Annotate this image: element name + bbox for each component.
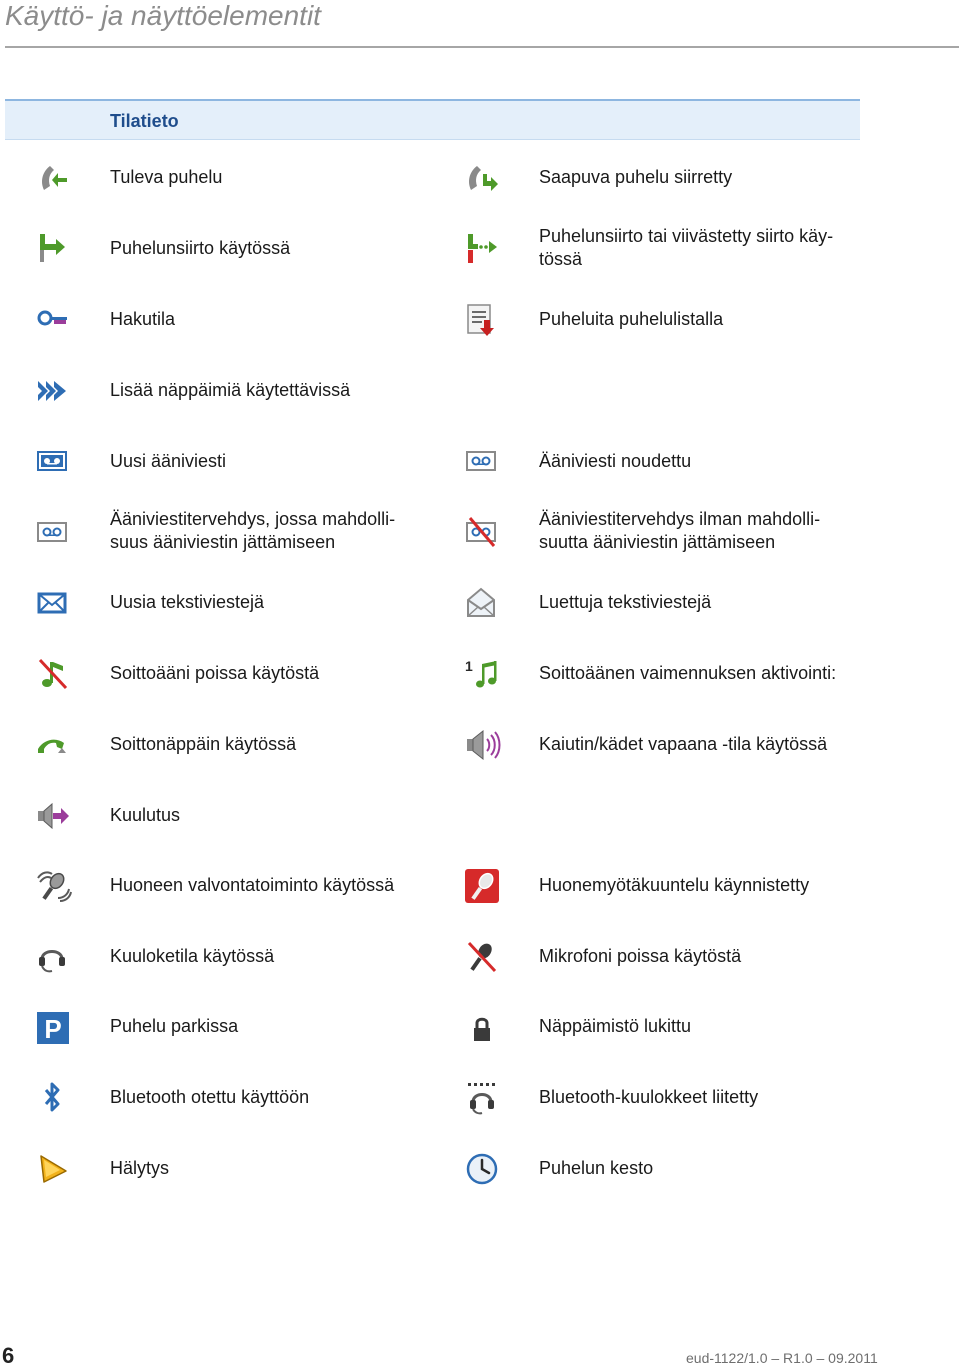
call-parked-icon bbox=[36, 1010, 72, 1046]
ringtone-mute-icon bbox=[465, 656, 501, 692]
more-keys-icon bbox=[36, 373, 72, 409]
read-sms-icon bbox=[465, 585, 501, 621]
title-rule bbox=[5, 46, 959, 48]
row-4-right-label: Ääniviesti noudettu bbox=[539, 451, 692, 471]
row-8-right-label: Kaiutin/kädet vapaana -tila käytössä bbox=[539, 734, 828, 754]
row-6-right-label: Luettuja tekstiviestejä bbox=[539, 592, 712, 612]
speaker-icon bbox=[465, 727, 501, 763]
row-14-left-label: Hälytys bbox=[110, 1158, 170, 1178]
page-title: Käyttö- ja näyttöelementit bbox=[5, 0, 321, 31]
row-11-left-label: Kuuloketila käytössä bbox=[110, 946, 275, 966]
delayed-forwarding-icon bbox=[465, 230, 501, 266]
keypad-locked-icon bbox=[465, 1010, 501, 1046]
row-12-left-label: Puhelu parkissa bbox=[110, 1016, 239, 1036]
call-list-icon bbox=[465, 302, 501, 338]
alarm-icon bbox=[36, 1151, 72, 1187]
row-12-right-label: Näppäimistö lukittu bbox=[539, 1016, 692, 1036]
table-header bbox=[5, 99, 860, 140]
row-8-left-label: Soittonäppäin käytössä bbox=[110, 734, 297, 754]
row-5-right-label: Ääniviestitervehdys ilman mahdolli- bbox=[539, 509, 821, 529]
row-1-left-label: Puhelunsiirto käytössä bbox=[110, 238, 291, 258]
page-number: 6 bbox=[2, 1343, 15, 1368]
row-14-right-label: Puhelun kesto bbox=[539, 1158, 654, 1178]
row-13-right-label: Bluetooth-kuulokkeet liitetty bbox=[539, 1087, 759, 1107]
row-6-left-label: Uusia tekstiviestejä bbox=[110, 592, 265, 612]
row-1-right-label-line2: tössä bbox=[539, 249, 583, 269]
call-forwarded-icon bbox=[465, 160, 501, 196]
park-letter: P bbox=[44, 1014, 62, 1044]
row-1-right-label: Puhelunsiirto tai viivästetty siirto käy- bbox=[539, 226, 834, 246]
row-9-left-label: Kuulutus bbox=[110, 805, 181, 825]
room-listening-icon bbox=[465, 868, 501, 904]
paging-icon bbox=[36, 302, 72, 338]
voicemail-retrieved-icon bbox=[465, 443, 501, 479]
new-sms-icon bbox=[36, 585, 72, 621]
row-13-left-label: Bluetooth otettu käyttöön bbox=[110, 1087, 310, 1107]
row-3-left-label: Lisää näppäimiä käytettävissä bbox=[110, 380, 351, 400]
row-7-right-label: Soittoäänen vaimennuksen aktivointi: bbox=[539, 663, 837, 683]
call-key-icon bbox=[36, 727, 72, 763]
row-11-right-label: Mikrofoni poissa käytöstä bbox=[539, 946, 742, 966]
row-5-right-label-line2: suutta ääniviestin jättämiseen bbox=[539, 532, 776, 552]
table-header-label: Tilatieto bbox=[110, 111, 179, 131]
bluetooth-headset-icon bbox=[465, 1080, 501, 1116]
row-10-right-label: Huonemyötäkuuntelu käynnistetty bbox=[539, 875, 810, 895]
row-5-left-label-line2: suus ääniviestin jättämiseen bbox=[110, 532, 336, 552]
row-7-left-label: Soittoääni poissa käytöstä bbox=[110, 663, 320, 683]
row-0-right-label: Saapuva puhelu siirretty bbox=[539, 167, 733, 187]
document-id: eud-1122/1.0 – R1.0 – 09.2011 bbox=[686, 1350, 878, 1366]
voicemail-no-record-icon bbox=[465, 514, 501, 550]
row-10-left-label: Huoneen valvontatoiminto käytössä bbox=[110, 875, 395, 895]
ringtone-mute-digit: 1 bbox=[465, 658, 473, 674]
row-0-left-label: Tuleva puhelu bbox=[110, 167, 223, 187]
row-5-left-label: Ääniviestitervehdys, jossa mahdolli- bbox=[110, 509, 396, 529]
mic-off-icon bbox=[465, 939, 501, 975]
row-2-right-label: Puheluita puhelulistalla bbox=[539, 309, 724, 329]
announcement-icon bbox=[36, 798, 72, 834]
voicemail-connection-icon bbox=[36, 514, 72, 550]
new-voicemail-icon bbox=[36, 443, 72, 479]
bluetooth-icon bbox=[36, 1080, 72, 1116]
call-forwarding-active-icon bbox=[36, 230, 72, 266]
headset-icon bbox=[36, 939, 72, 975]
call-duration-icon bbox=[465, 1151, 501, 1187]
row-2-left-label: Hakutila bbox=[110, 309, 176, 329]
room-monitor-icon bbox=[36, 868, 72, 904]
incoming-call-icon bbox=[36, 160, 72, 196]
ringtone-off-icon bbox=[36, 656, 72, 692]
row-4-left-label: Uusi ääniviesti bbox=[110, 451, 227, 471]
